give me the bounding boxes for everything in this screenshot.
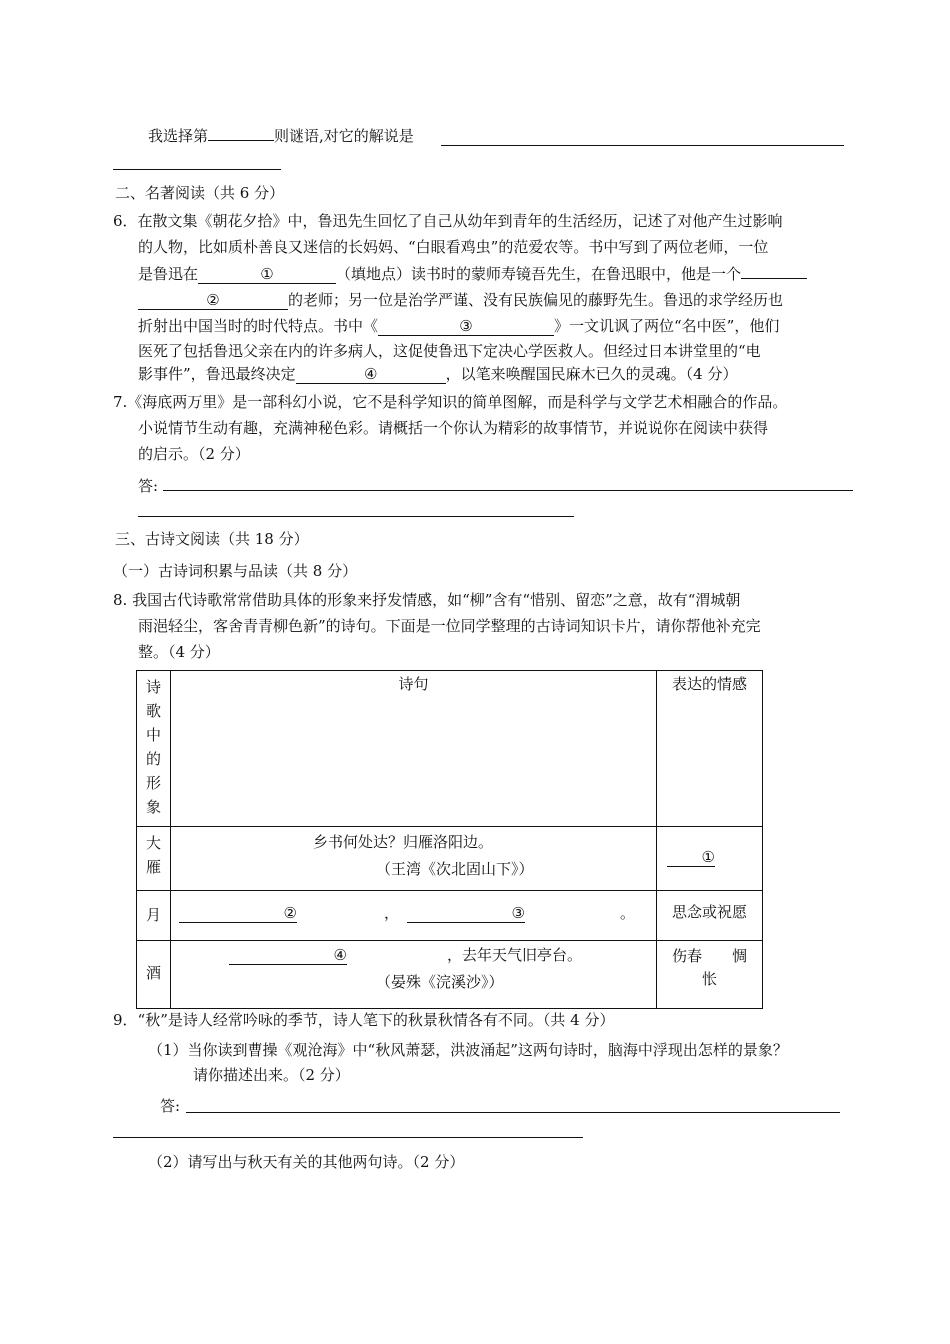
header-image-char: 中 bbox=[145, 726, 161, 744]
q7-answer-line-1[interactable] bbox=[163, 490, 853, 491]
table-row-moon bbox=[137, 891, 763, 941]
moon-period: 。 bbox=[619, 904, 635, 922]
q6-text-d: 折射出中国当时的时代特点。书中《 bbox=[138, 317, 379, 335]
q6-line7 bbox=[138, 366, 738, 384]
wine-poem: ，去年天气旧亭台。 bbox=[447, 946, 583, 964]
q6-line4 bbox=[138, 292, 783, 310]
section3-title: 三、古诗文阅读（共 18 分） bbox=[115, 530, 309, 548]
row-poem-cell bbox=[171, 891, 657, 941]
header-image-char: 诗 bbox=[145, 678, 161, 696]
row-image-char: 酒 bbox=[145, 964, 161, 982]
goose-source: （王湾《次北固山下》） bbox=[376, 860, 534, 878]
header-poem: 诗句 bbox=[398, 675, 429, 693]
header-poem-cell bbox=[171, 671, 657, 827]
q6-blank-3[interactable]: ③ bbox=[378, 318, 554, 336]
row-emotion-cell bbox=[657, 941, 763, 1009]
header-image-char: 的 bbox=[145, 750, 161, 768]
q7-answer-label: 答: bbox=[138, 477, 159, 495]
table-header-row bbox=[137, 671, 763, 827]
row-image-char: 大 bbox=[145, 834, 161, 852]
moon-blank-2[interactable]: ② bbox=[179, 905, 297, 923]
q9-sub1-line1: （1）当你读到曹操《观沧海》中“秋风萧瑟，洪波涌起”这两句诗时，脑海中浮现出怎样的景象？ bbox=[148, 1041, 788, 1059]
q6-line6: 医死了包括鲁迅父亲在内的许多病人，这促使鲁迅下定决心学医救人。但经过日本讲堂里的“电 bbox=[138, 342, 761, 360]
q7-line1: 7.《海底两万里》是一部科幻小说，它不是科学知识的简单图解，而是科学与文学艺术相融合的作品。 bbox=[113, 393, 788, 411]
row-poem-cell bbox=[171, 827, 657, 891]
q6-text-c: 的老师；另一位是治学严谨、没有民族偏见的藤野先生。鲁迅的求学经历也 bbox=[288, 291, 784, 309]
row-image-cell bbox=[137, 891, 171, 941]
q6-blank-1[interactable]: ① bbox=[198, 266, 336, 284]
goose-poem: 乡书何处达？归雁洛阳边。 bbox=[313, 833, 494, 851]
row-emotion-cell bbox=[657, 891, 763, 941]
q9-answer-line-2[interactable] bbox=[113, 1137, 583, 1138]
row-poem-cell bbox=[171, 941, 657, 1009]
header-emotion-cell bbox=[657, 671, 763, 827]
riddle-choice-line bbox=[148, 129, 414, 144]
header-image-cell bbox=[137, 671, 171, 827]
goose-emotion-blank[interactable]: ① bbox=[667, 849, 715, 867]
q6-blank-2[interactable]: ② bbox=[138, 292, 288, 310]
riddle-explanation-line-2[interactable] bbox=[113, 169, 281, 170]
moon-comma: ， bbox=[383, 904, 399, 922]
q6-text-b: （填地点）读书时的蒙师寿镜吾先生，在鲁迅眼中，他是一个 bbox=[336, 265, 742, 283]
row-image-char: 月 bbox=[145, 906, 161, 924]
header-image-char: 形 bbox=[145, 774, 161, 792]
q8-line2: 雨浥轻尘，客舍青青柳色新”的诗句。下面是一位同学整理的古诗词知识卡片，请你帮他补充完 bbox=[138, 617, 761, 635]
q6-text-a: 是鲁迅在 bbox=[138, 265, 199, 283]
header-image-char: 象 bbox=[145, 798, 161, 816]
q6-line5 bbox=[138, 318, 779, 336]
q6-text-e: 》一文讥讽了两位“名中医”，他们 bbox=[554, 317, 780, 335]
row-image-cell bbox=[137, 941, 171, 1009]
wine-emotion-2: 怅 bbox=[701, 970, 717, 988]
wine-emotion-1: 伤春 惆 bbox=[671, 947, 747, 965]
q7-line2: 小说情节生动有趣，充满神秘色彩。请概括一个你认为精彩的故事情节，并说说你在阅读中获得 bbox=[138, 419, 769, 437]
section2-title: 二、名著阅读（共 6 分） bbox=[115, 184, 285, 202]
row-image-char: 雁 bbox=[145, 858, 161, 876]
header-image-char: 歌 bbox=[145, 702, 161, 720]
header-emotion: 表达的情感 bbox=[671, 675, 747, 693]
q8-line1: 8. 我国古代诗歌常常借助具体的形象来抒发情感，如“柳”含有“惜别、留恋”之意，故有“渭城朝 bbox=[113, 591, 741, 609]
moon-blank-3[interactable]: ③ bbox=[407, 905, 525, 923]
q6-text-g: ，以笔来唤醒国民麻木已久的灵魂。（4 分） bbox=[445, 365, 738, 383]
q6-blank-2-start[interactable] bbox=[741, 278, 807, 279]
q6-line3 bbox=[138, 266, 807, 284]
q7-answer-line-2[interactable] bbox=[138, 516, 574, 517]
q9-answer-line-1[interactable] bbox=[186, 1112, 840, 1113]
q6-blank-4[interactable]: ④ bbox=[296, 366, 446, 384]
q9-answer-label: 答: bbox=[160, 1097, 181, 1115]
q9-line1: 9．“秋”是诗人经常吟咏的季节，诗人笔下的秋景秋情各有不同。（共 4 分） bbox=[113, 1011, 615, 1029]
q6-line2: 的人物，比如质朴善良又迷信的长妈妈、“白眼看鸡虫”的范爱农等。书中写到了两位老师，一位 bbox=[138, 238, 769, 256]
row-emotion-cell bbox=[657, 827, 763, 891]
moon-emotion: 思念或祝愿 bbox=[671, 903, 747, 921]
riddle-prefix: 我选择第 bbox=[148, 127, 209, 145]
table-row-wine bbox=[137, 941, 763, 1009]
q6-line1: 6．在散文集《朝花夕拾》中，鲁迅先生回忆了自己从幼年到青年的生活经历，记述了对他产生过影响 bbox=[113, 212, 783, 230]
q7-line3: 的启示。（2 分） bbox=[138, 445, 250, 463]
row-image-cell bbox=[137, 827, 171, 891]
q9-sub2: （2）请写出与秋天有关的其他两句诗。（2 分） bbox=[148, 1153, 465, 1171]
riddle-explanation-line[interactable] bbox=[441, 145, 844, 146]
table-row-goose bbox=[137, 827, 763, 891]
poetry-knowledge-card-table bbox=[136, 670, 763, 1009]
q9-sub1-line2: 请你描述出来。（2 分） bbox=[193, 1066, 350, 1084]
riddle-middle: 则谜语,对它的解说是 bbox=[274, 127, 414, 145]
q6-text-f: 影事件”，鲁迅最终决定 bbox=[138, 365, 296, 383]
wine-blank-4[interactable]: ④ bbox=[229, 947, 347, 965]
wine-source: （晏殊《浣溪沙》） bbox=[376, 973, 504, 991]
section3-subtitle: （一）古诗词积累与品读（共 8 分） bbox=[113, 562, 358, 580]
riddle-number-blank[interactable] bbox=[208, 140, 274, 141]
q8-line3: 整。（4 分） bbox=[138, 643, 220, 661]
